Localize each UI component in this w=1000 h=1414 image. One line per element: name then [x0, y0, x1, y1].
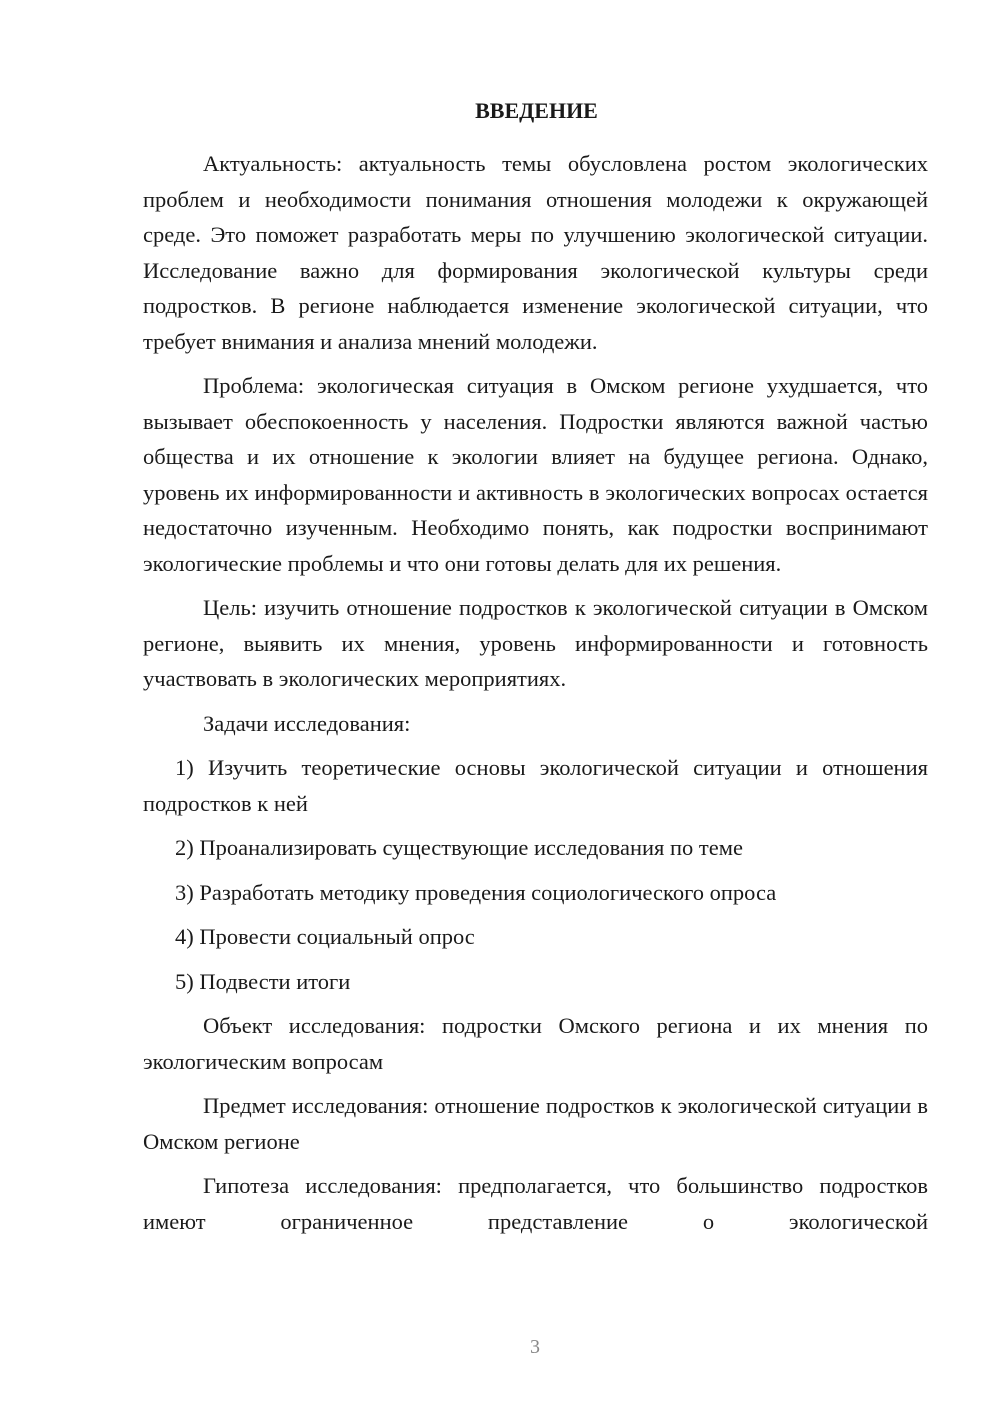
hypothesis-paragraph: Гипотеза исследования: предполагается, что большинство подростков имеют ограниченное представление о экологической	[143, 1173, 928, 1234]
goal-paragraph: Цель: изучить отношение подростков к экологической ситуации в Омском регионе, выявить их мнения, уровень информированности и готовность участвовать в экологических мероприятиях.	[143, 595, 928, 691]
task-item: 5) Подвести итоги	[175, 968, 351, 994]
page-number: 3	[530, 1336, 540, 1358]
tasks-heading: Задачи исследования:	[203, 710, 411, 736]
problem-paragraph: Проблема: экологическая ситуация в Омском регионе ухудшается, что вызывает обеспокоенность у населения. Подростки являются важной частью общества и их отношение к экологии влияет на будущее региона. Однако, уровень их информированности и активность в экологических вопросах остается недостаточно изученным. Необходимо понять, как подростки воспринимают экологические проблемы и что они готовы делать для их решения.	[143, 373, 928, 576]
task-item: 1) Изучить теоретические основы экологической ситуации и отношения подростков к ней	[143, 755, 928, 816]
page-content	[143, 96, 928, 1248]
task-item: 3) Разработать методику проведения социологического опроса	[175, 879, 777, 905]
relevance-paragraph: Актуальность: актуальность темы обусловлена ростом экологических проблем и необходимости понимания отношения молодежи к окружающей среде. Это поможет разработать меры по улучшению экологической ситуации. Исследование важно для формирования экологической культуры среди подростков. В регионе наблюдается изменение экологической ситуации, что требует внимания и анализа мнений молодежи.	[143, 151, 928, 354]
subject-paragraph: Предмет исследования: отношение подростков к экологической ситуации в Омском регионе	[143, 1093, 928, 1154]
task-item: 4) Провести социальный опрос	[175, 924, 475, 949]
task-item: 2) Проанализировать существующие исследования по теме	[175, 835, 743, 860]
object-paragraph: Объект исследования: подростки Омского региона и их мнения по экологическим вопросам	[143, 1013, 928, 1074]
section-heading: ВВЕДЕНИЕ	[475, 98, 598, 123]
